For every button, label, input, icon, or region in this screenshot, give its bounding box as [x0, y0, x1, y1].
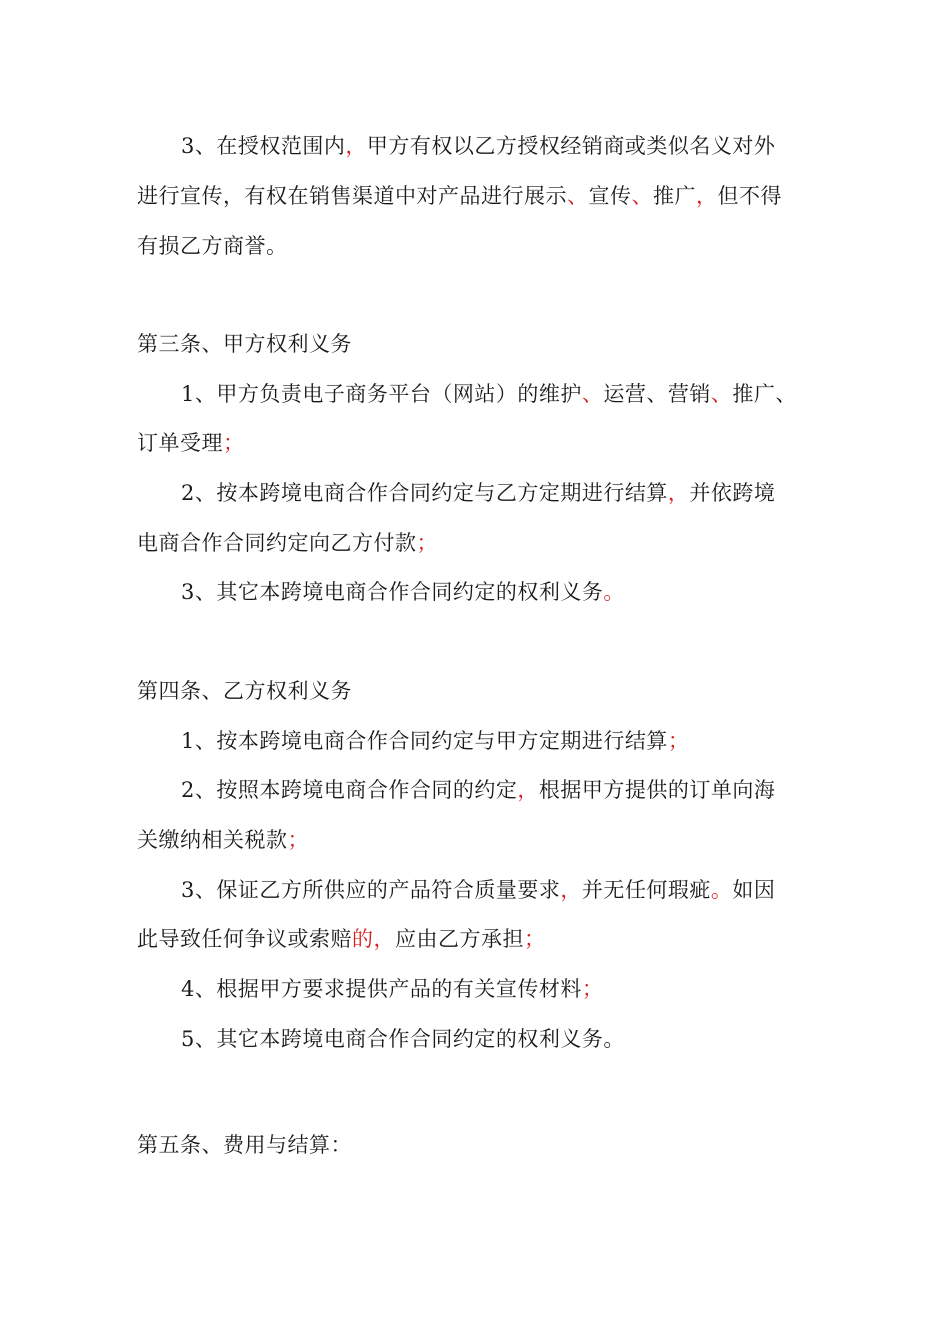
- text-run: 进行宣传，有权在销售渠道中对产品进行展示: [137, 184, 567, 208]
- paragraph-line: [137, 233, 288, 259]
- paragraph-line: [137, 827, 309, 853]
- section-heading: [137, 678, 352, 704]
- text-run: 2、按照本跨境电商合作合同的约定: [181, 778, 518, 802]
- text-run: 如因: [732, 878, 776, 902]
- highlighted-run: ，: [345, 134, 367, 158]
- text-run: 推广、: [732, 382, 797, 406]
- text-run: 应由乙方承担: [395, 927, 524, 951]
- highlighted-run: ；: [223, 431, 245, 455]
- paragraph-line: [181, 976, 603, 1002]
- paragraph-line: [181, 777, 775, 803]
- paragraph-line: [181, 1026, 625, 1052]
- paragraph-line: [137, 183, 782, 209]
- text-run: 3、保证乙方所供应的产品符合质量要求: [181, 878, 561, 902]
- highlighted-run: 、: [581, 382, 604, 406]
- text-run: 第五条、费用与结算：: [137, 1133, 352, 1157]
- text-run: 3、在授权范围内: [181, 134, 346, 158]
- highlighted-run: 。: [710, 878, 733, 902]
- text-run: 第三条、甲方权利义务: [137, 332, 352, 356]
- paragraph-line: [181, 579, 625, 605]
- highlighted-run: 的，: [352, 927, 395, 951]
- text-run: 3、其它本跨境电商合作合同约定的权利义务: [181, 580, 604, 604]
- text-run: 但不得: [717, 184, 782, 208]
- paragraph-line: [181, 381, 797, 407]
- text-run: 关缴纳相关税款: [137, 828, 288, 852]
- text-run: 5、其它本跨境电商合作合同约定的权利义务。: [181, 1027, 625, 1051]
- section-heading: [137, 1132, 352, 1158]
- text-run: 订单受理: [137, 431, 223, 455]
- highlighted-run: ，: [517, 778, 539, 802]
- text-run: 2、按本跨境电商合作合同约定与乙方定期进行结算: [181, 481, 668, 505]
- text-run: 4、根据甲方要求提供产品的有关宣传材料: [181, 977, 582, 1001]
- paragraph-line: [137, 430, 245, 456]
- highlighted-run: 。: [603, 580, 625, 604]
- text-run: 有损乙方商誉。: [137, 234, 288, 258]
- highlighted-run: ，: [696, 184, 718, 208]
- highlighted-run: ；: [287, 828, 309, 852]
- text-run: 第四条、乙方权利义务: [137, 679, 352, 703]
- section-heading: [137, 331, 352, 357]
- highlighted-run: ；: [416, 531, 438, 555]
- text-run: 1、按本跨境电商合作合同约定与甲方定期进行结算: [181, 729, 668, 753]
- text-run: 宣传: [588, 184, 632, 208]
- text-run: 并无任何瑕疵: [581, 878, 711, 902]
- text-run: 1、甲方负责电子商务平台（网站）的维护: [181, 382, 582, 406]
- paragraph-line: [137, 530, 438, 556]
- text-run: 根据甲方提供的订单向海: [538, 778, 776, 802]
- paragraph-line: [181, 728, 689, 754]
- text-run: 并依跨境: [689, 481, 776, 505]
- text-run: 此导致任何争议或索赔: [137, 927, 352, 951]
- highlighted-run: 、: [710, 382, 733, 406]
- highlighted-run: ；: [524, 927, 546, 951]
- text-run: 电商合作合同约定向乙方付款: [137, 531, 417, 555]
- text-run: 推广: [653, 184, 696, 208]
- highlighted-run: ，: [560, 878, 582, 902]
- text-run: 甲方有权以乙方授权经销商或类似名义对外: [366, 134, 776, 158]
- highlighted-run: ，: [667, 481, 690, 505]
- paragraph-line: [137, 926, 546, 952]
- highlighted-run: 、: [567, 184, 589, 208]
- highlighted-run: ；: [667, 729, 690, 753]
- paragraph-line: [181, 480, 775, 506]
- highlighted-run: ；: [581, 977, 604, 1001]
- paragraph-line: [181, 133, 775, 159]
- text-run: 运营、营销: [603, 382, 711, 406]
- highlighted-run: 、: [631, 184, 653, 208]
- paragraph-line: [181, 877, 775, 903]
